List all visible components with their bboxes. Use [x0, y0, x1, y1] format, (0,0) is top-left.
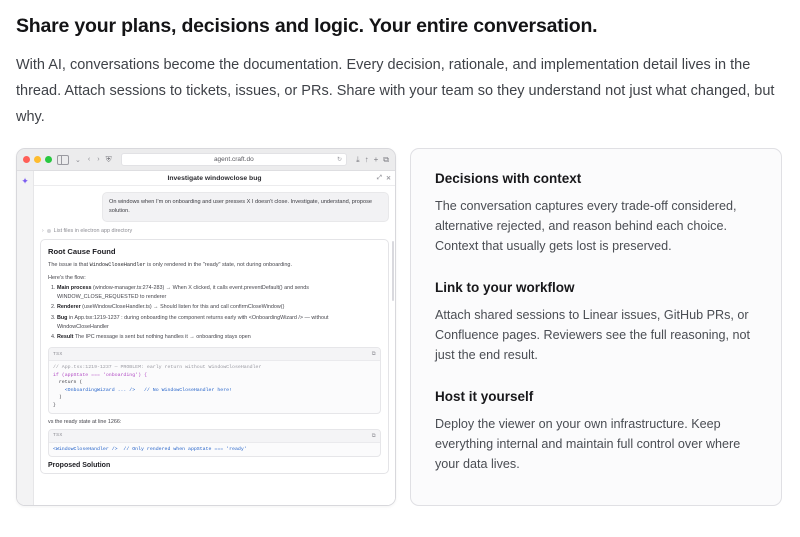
minimize-window-icon[interactable] [34, 156, 41, 163]
flow-item-label: Main process [57, 284, 92, 291]
flow-item-text: (useWindowCloseHandler.ts) → Should listen for this and call confirmCloseWindow() [82, 304, 285, 310]
code-block [48, 347, 381, 414]
user-message: On windows when I'm on onboarding and user presses X I doesn't close. Investigate, understand, propose solution. [102, 192, 389, 222]
close-icon[interactable]: ✕ [385, 175, 391, 182]
answer-intro-post: is only rendered in the "ready" state, not during onboarding. [147, 262, 293, 268]
code-block-header [49, 348, 380, 361]
browser-chrome-bar [17, 149, 395, 171]
scrollbar-thumb[interactable] [392, 241, 394, 301]
code-block-header [49, 430, 380, 443]
address-bar[interactable] [121, 153, 348, 166]
app-logo-icon: ✦ [21, 176, 29, 186]
tool-call-label: List files in electron app directory [53, 228, 133, 234]
feature-block-workflow [435, 280, 757, 365]
list-item [57, 314, 381, 332]
close-window-icon[interactable] [23, 156, 30, 163]
forward-icon[interactable]: › [97, 156, 100, 163]
code-line: if (appState === 'onboarding') { [53, 372, 147, 378]
app-body [17, 171, 395, 506]
tool-call-row[interactable] [42, 228, 389, 234]
flow-item-label: Renderer [57, 304, 81, 310]
page-title: Share your plans, decisions and logic. Your entire conversation. [16, 15, 598, 37]
session-title-actions[interactable] [377, 175, 391, 182]
answer-intro-code: WindowCloseHandler [89, 262, 146, 268]
answer-caption: vs the ready state at line 1266: [48, 418, 122, 425]
flow-item-text: (window-manager.ts:274-283) → When X clicked, it calls event.preventDefault() and sends WINDOW_CLOSE_REQUESTED to renderer [57, 284, 309, 300]
back-icon[interactable]: ‹ [87, 156, 91, 163]
code-block [48, 429, 381, 458]
page-subtitle: With AI, conversations become the documentation. Every decision, rationale, and implementation detail lives in the thread. Attach sessions to tickets, issues, or PRs. Share with your team so they understand not just what changed, but why. [16, 57, 775, 125]
code-block-body [49, 443, 380, 457]
feature-block-hosting [435, 389, 757, 474]
code-block-body [49, 361, 380, 413]
address-bar-url: agent.craft.do [213, 156, 254, 163]
code-line: <WindowCloseHandler /> // Only rendered when appState === 'ready' [53, 446, 247, 452]
flow-item-label: Result [57, 334, 74, 340]
chevron-down-icon[interactable]: ⌄ [75, 156, 81, 164]
app-main [34, 171, 395, 506]
flow-item-text: in App.tsx:1219-1237 : during onboarding the component returns early with <OnboardingWizard /> — without WindowCloseHandler [57, 314, 329, 330]
flow-item-text: The IPC message is sent but nothing handles it → onboarding stays open [74, 334, 251, 340]
flow-list [48, 284, 381, 343]
flow-label: Here's the flow: [48, 274, 86, 281]
code-line: // App.tsx:1219-1237 — PROBLEM: early return without WindowCloseHandler [53, 365, 262, 370]
list-item [57, 333, 381, 342]
code-line: return ( [53, 380, 83, 386]
answer-title: Root Cause Found [48, 247, 116, 256]
chevron-right-icon[interactable]: › [42, 228, 44, 234]
sidebar-toggle-icon[interactable] [57, 155, 69, 165]
code-language-label: TSX [53, 433, 63, 439]
share-icon[interactable]: ↑ [364, 154, 369, 164]
feature-title: Host it yourself [435, 389, 534, 404]
copy-icon[interactable]: ⧉ [371, 350, 376, 357]
session-titlebar [34, 171, 395, 186]
maximize-window-icon[interactable] [45, 156, 52, 163]
list-item [57, 284, 381, 302]
shield-icon[interactable]: ⛨ [105, 154, 112, 164]
list-item [57, 303, 381, 312]
new-tab-icon[interactable]: + [373, 154, 379, 164]
feature-block-decisions [435, 171, 757, 256]
browser-window-mock [16, 148, 396, 506]
code-language-label: TSX [53, 351, 63, 357]
code-line: <OnboardingWizard ... /> // No WindowCloseHandler here! [53, 387, 233, 393]
feature-body: Attach shared sessions to Linear issues, GitHub PRs, or Confluence pages. Reviewers see the full reasoning, not just the end result. [435, 308, 751, 362]
expand-icon[interactable]: ⤢ [377, 174, 382, 181]
code-line: } [53, 402, 56, 408]
window-controls[interactable] [23, 156, 52, 163]
feature-title: Link to your workflow [435, 280, 575, 295]
conversation-scroll[interactable] [34, 186, 395, 506]
answer-next-section-title: Proposed Solution [48, 462, 111, 470]
download-icon[interactable]: ⤓ [356, 154, 360, 164]
feature-title: Decisions with context [435, 171, 582, 186]
feature-body: Deploy the viewer on your own infrastructure. Keep everything internal and maintain full control over where your data lives. [435, 417, 741, 471]
app-sidebar-rail [17, 171, 34, 506]
feature-body: The conversation captures every trade-off considered, alternative rejected, and reason behind each choice. Context that usually gets lost is preserved. [435, 199, 737, 253]
copy-icon[interactable]: ⧉ [371, 431, 376, 439]
assistant-answer-card [40, 239, 389, 474]
session-title: Investigate windowclose bug [167, 174, 262, 182]
reload-icon[interactable]: ↻ [337, 157, 343, 163]
answer-intro [48, 261, 381, 270]
answer-intro-pre: The issue is that [48, 262, 89, 268]
status-dot-icon [47, 229, 51, 233]
feature-panel [410, 148, 782, 506]
content-columns [16, 148, 784, 506]
scroll-fade-overlay [34, 480, 395, 506]
tab-overview-icon[interactable]: ⧉ [383, 154, 389, 164]
flow-item-label: Bug [57, 314, 68, 321]
code-line: ) [53, 395, 62, 401]
